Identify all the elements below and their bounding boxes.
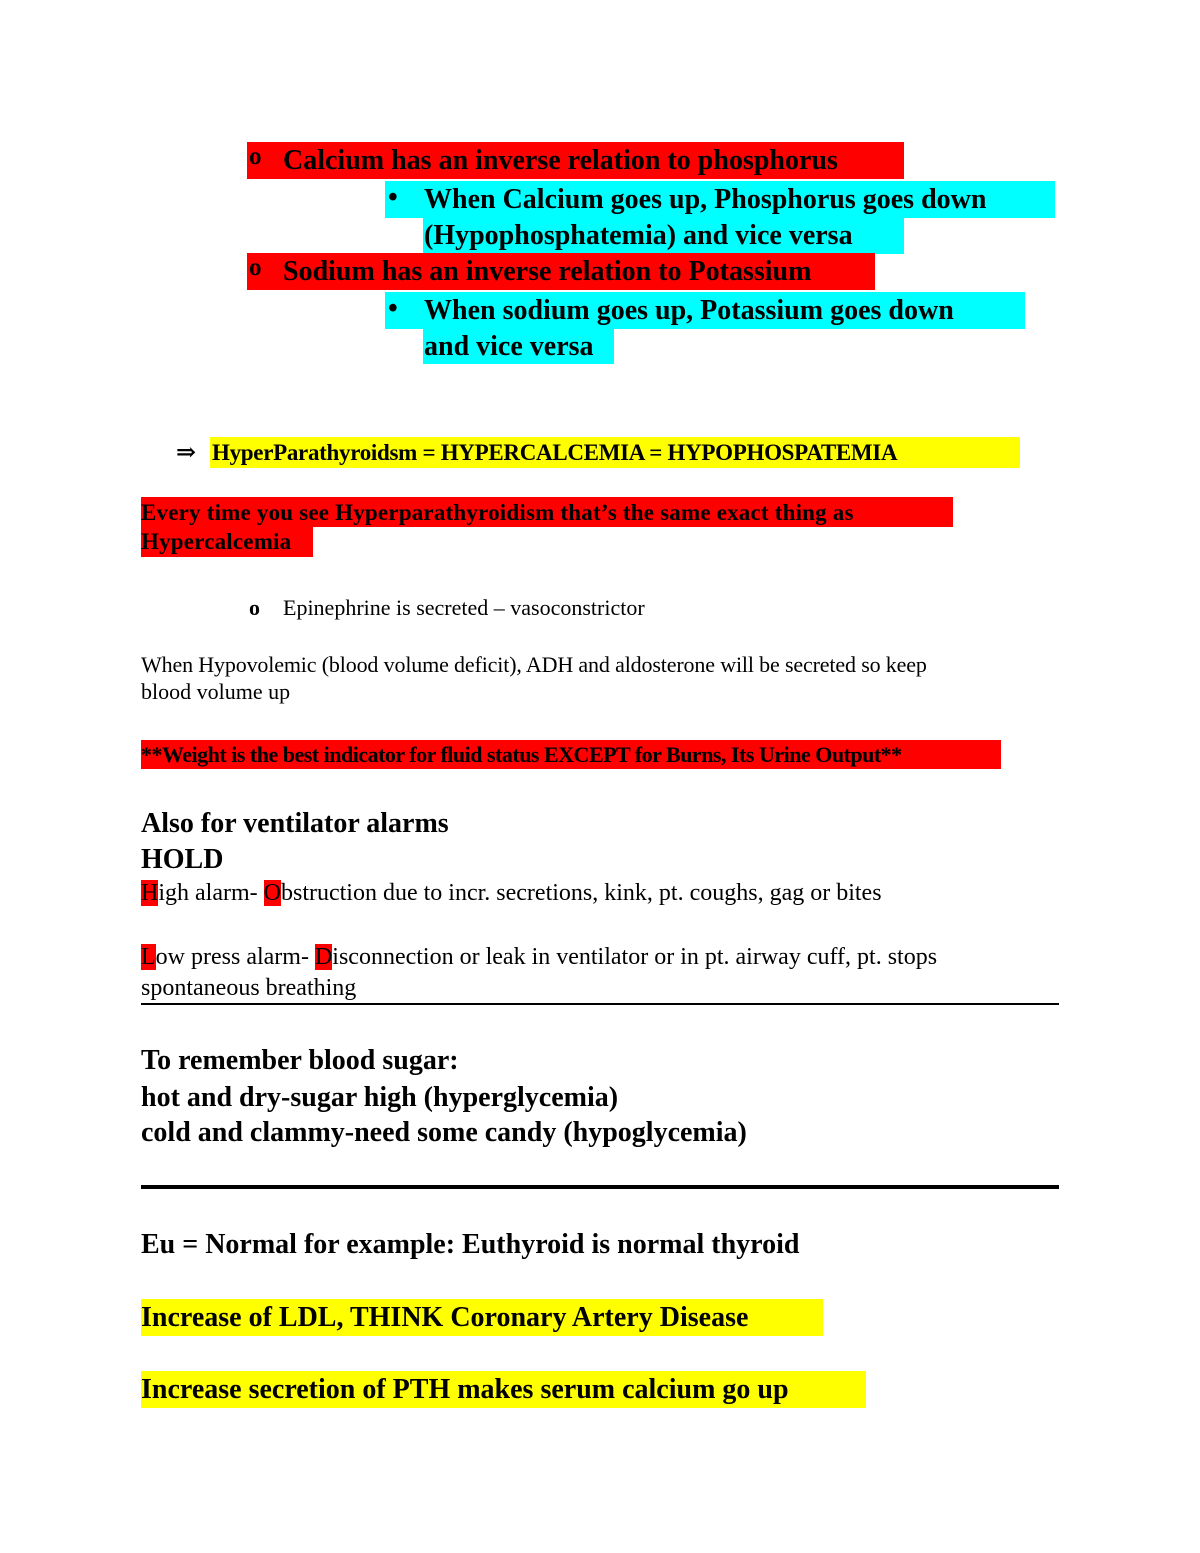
low-letter: L — [141, 944, 156, 970]
disconnection-text: isconnection or leak in ventilator or in pt. airway cuff, pt. stops — [332, 944, 938, 970]
list-marker-o: o — [249, 595, 260, 620]
disconnection-letter: D — [314, 944, 333, 970]
sodium-sub-line-2: and vice versa — [424, 331, 594, 362]
hyperparathyroidism-equation: HyperParathyroidsm = HYPERCALCEMIA = HYPOPHOSPATEMIA — [212, 440, 898, 465]
obstruction-text: bstruction due to incr. secretions, kink, pt. coughs, gag or bites — [280, 880, 882, 906]
bullet-icon: • — [388, 182, 398, 213]
epinephrine-text: Epinephrine is secreted – vasoconstrictor — [283, 595, 645, 620]
every-time-line-2: Hypercalcemia — [141, 529, 292, 554]
ventilator-heading: Also for ventilator alarms — [141, 808, 449, 839]
every-time-line-1: Every time you see Hyperparathyroidism that’s the same exact thing as — [141, 500, 854, 525]
divider-thick — [141, 1185, 1059, 1189]
high-text: igh alarm- — [158, 880, 264, 906]
bullet-icon: • — [388, 293, 398, 324]
hypovolemic-line-2: blood volume up — [141, 679, 291, 704]
ldl-note: Increase of LDL, THINK Coronary Artery Disease — [141, 1302, 749, 1333]
calcium-item-text: Calcium has an inverse relation to phosphorus — [283, 145, 838, 176]
sodium-sub-line-1: When sodium goes up, Potassium goes down — [424, 295, 954, 326]
low-alarm-line — [141, 941, 937, 973]
hold-acronym: HOLD — [141, 844, 224, 875]
low-alarm-line-2: spontaneous breathing — [141, 975, 357, 1001]
blood-sugar-heading: To remember blood sugar: — [141, 1045, 459, 1076]
high-letter: H — [141, 880, 159, 906]
low-text: ow press alarm- — [155, 944, 315, 970]
obstruction-letter: O — [263, 880, 281, 906]
high-alarm-line — [141, 877, 882, 909]
list-marker-o: o — [249, 143, 262, 170]
list-marker-o: o — [249, 254, 262, 281]
blood-sugar-line-1: hot and dry-sugar high (hyperglycemia) — [141, 1082, 619, 1113]
blood-sugar-line-2: cold and clammy-need some candy (hypoglycemia) — [141, 1117, 747, 1148]
divider-thin — [141, 1003, 1059, 1005]
calcium-sub-line-1: When Calcium goes up, Phosphorus goes down — [424, 184, 987, 215]
hypovolemic-line-1: When Hypovolemic (blood volume deficit), ADH and aldosterone will be secreted so keep — [141, 652, 927, 677]
calcium-sub-line-2: (Hypophosphatemia) and vice versa — [424, 220, 853, 251]
sodium-item-text: Sodium has an inverse relation to Potassium — [283, 256, 812, 287]
weight-note: **Weight is the best indicator for fluid status EXCEPT for Burns, Its Urine Output** — [141, 742, 902, 767]
pth-note: Increase secretion of PTH makes serum calcium go up — [141, 1374, 789, 1405]
arrow-icon: ⇒ — [176, 440, 197, 466]
eu-note: Eu = Normal for example: Euthyroid is normal thyroid — [141, 1229, 800, 1260]
